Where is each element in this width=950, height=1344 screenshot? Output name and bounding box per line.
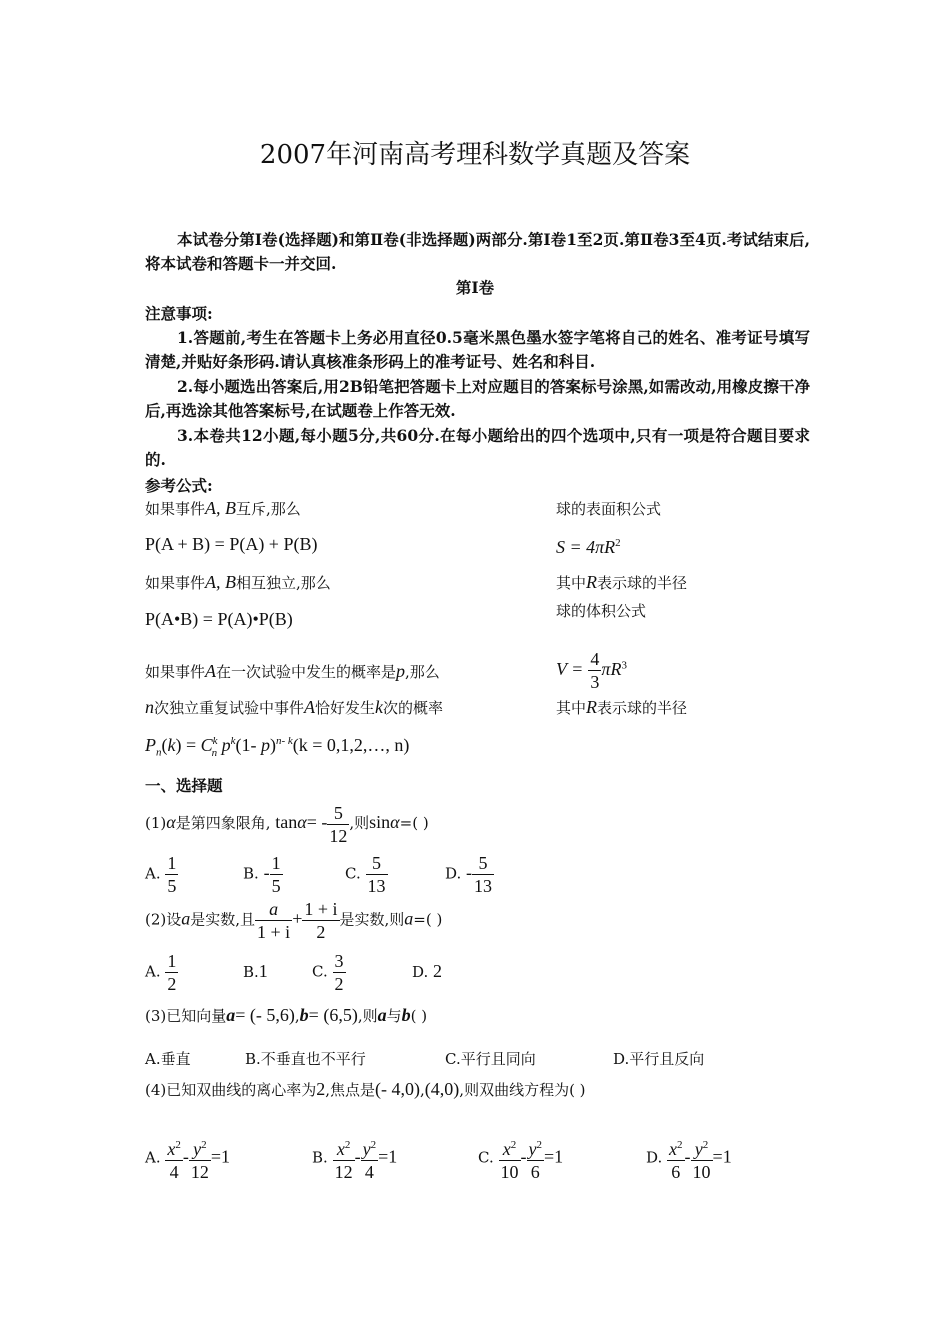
q4-c-y: $\frac{y^2}{6}$	[528, 1139, 542, 1182]
q3-val-b: = (6,5)	[308, 1005, 358, 1025]
q3-option-c: C.平行且同向	[445, 1050, 536, 1068]
fraction-1i-2: $\frac{1 + i}{2}$	[304, 899, 338, 942]
notice-item-3: 3.本卷共12小题,每小题5分,共60分.在每小题给出的四个选项中,只有一项是符合题目要求的.	[145, 426, 810, 469]
formula-heading: 参考公式:	[145, 476, 213, 495]
q4-option-c: C. $\frac{x^2}{10}$ - $\frac{y^2}{6}$ =1	[478, 1134, 563, 1183]
notice-item-1: 1.答题前,考生在答题卡上务必用直径0.5毫米黑色墨水签字笔将自己的姓名、准考证号填写清楚,并贴好条形码.请认真核准条形码上的准考证号、姓名和科目.	[145, 328, 810, 371]
section-heading: 一、选择题	[145, 776, 223, 795]
q2-label-d: D.	[412, 963, 429, 981]
q4-number: (4)已知双曲线的离心率为	[145, 1081, 317, 1099]
q4-b-y: $\frac{y^2}{4}$	[362, 1139, 377, 1182]
radius-var: R	[586, 572, 598, 592]
q2-a-2: a	[404, 908, 414, 929]
q1-option-b: B. - $\frac{1}{5}$	[243, 853, 281, 896]
question-4-stem: (4)已知双曲线的离心率为2,焦点是(- 4,0),(4,0),则双曲线方程为( )	[145, 1079, 586, 1099]
q1-frac-c: $\frac{5}{13}$	[367, 853, 386, 896]
indep-vars: A, B	[205, 572, 237, 592]
q4-d-y: $\frac{y^2}{10}$	[692, 1139, 711, 1182]
question-1-stem	[145, 800, 429, 847]
rep-text-2: 恰好发生	[315, 699, 376, 717]
q4-label-c: C.	[478, 1148, 494, 1167]
q3-vec-a: a	[226, 1005, 236, 1025]
q4-focus-1: (- 4,0)	[375, 1079, 421, 1099]
mutex-tail: 互斥,那么	[236, 500, 301, 518]
sphere-area-title: 球的表面积公式	[556, 500, 662, 518]
q1-label-d: D.	[445, 864, 462, 883]
q3-option-d: D.平行且反向	[613, 1050, 705, 1068]
q2-number: (2)设	[145, 910, 182, 929]
q1-option-a	[145, 852, 178, 897]
sphere-vol-title: 球的体积公式	[556, 602, 647, 620]
q2-value-d: 2	[433, 961, 443, 981]
q2-value-b: 1	[258, 961, 268, 981]
prob-var-a: A	[205, 661, 217, 681]
q2-option-c	[312, 950, 346, 995]
q3-vec-b-2: b	[401, 1005, 411, 1025]
q4-label-d: D.	[646, 1148, 663, 1167]
q4-option-a: A. $\frac{x^2}{4}$ - $\frac{y^2}{12}$ =1	[145, 1134, 230, 1183]
q1-label-c: C.	[345, 864, 361, 883]
prob-text-2: 在一次试验中发生的概率是	[216, 663, 397, 681]
q1-then: ,则	[349, 814, 370, 832]
rep-text-1: 次独立重复试验中事件	[154, 699, 305, 717]
q1-label-b: B.	[243, 864, 259, 883]
q1-number: (1)	[145, 814, 167, 832]
sphere-vol-formula: V = $\frac{4}{3}$ $\pi R^3$	[556, 649, 627, 692]
volume-title: 第Ⅰ卷	[455, 278, 495, 297]
formula-prob-line	[145, 661, 440, 682]
q3-end: ( )	[410, 1007, 428, 1025]
q1-label-a: A.	[145, 864, 161, 883]
radius-note-1	[556, 572, 687, 593]
notice-heading: 注意事项:	[145, 304, 213, 323]
mutex-vars: A, B	[205, 498, 237, 518]
q1-option-c	[345, 852, 388, 897]
prob-text-3: ,那么	[405, 663, 440, 681]
q2-then: 是实数,则	[339, 910, 405, 929]
q4-end: ,则双曲线方程为( )	[459, 1081, 586, 1099]
q3-option-b: B.不垂直也不平行	[245, 1050, 366, 1068]
q3-vec-b: b	[299, 1005, 309, 1025]
mutex-text: 如果事件	[145, 500, 206, 518]
q4-focus-2: (4,0)	[424, 1079, 460, 1099]
fraction-5-12: $\frac{5}{12}$	[329, 802, 348, 846]
q4-option-d: D. $\frac{x^2}{6}$ - $\frac{y^2}{10}$ =1	[646, 1134, 732, 1183]
formula-rep-line	[145, 697, 443, 718]
sphere-vol-suffix: πR	[601, 659, 622, 679]
formula-binomial: $P_n(k) = C^k_n$ $p^k(1-$ p)$^{n- k}$(k = 0,1,2,…, n)	[145, 735, 410, 759]
q1-option-d: D. - $\frac{5}{13}$	[445, 853, 493, 896]
q3-with: 与	[386, 1007, 402, 1025]
page-title: 2007年河南高考理科数学真题及答案	[259, 140, 691, 170]
q2-option-a	[145, 950, 178, 995]
q2-label-a: A.	[145, 962, 161, 981]
notice-item-2: 2.每小题选出答案后,用2B铅笔把答题卡上对应题目的答案标号涂黑,如需改动,用橡皮擦干净后,再选涂其他答案标号,在试题卷上作答无效.	[145, 377, 810, 420]
q4-label-b: B.	[312, 1148, 328, 1167]
q1-end: =( )	[399, 814, 429, 832]
q1-eq: = -	[306, 812, 328, 832]
radius-var-2: R	[586, 697, 598, 717]
q2-option-d	[412, 961, 442, 982]
q2-option-b	[243, 961, 268, 982]
q1-text: 是第四象限角,	[175, 814, 271, 832]
q1-frac-d: $\frac{5}{13}$	[474, 853, 493, 896]
formula-indep: P(A•B) = P(A)•P(B)	[145, 609, 293, 629]
radius-suffix-2: 表示球的半径	[597, 699, 688, 717]
q1-alpha-3: α	[390, 812, 400, 832]
sphere-area-formula: $S = 4\pi R^2$	[556, 537, 621, 557]
q4-a-y: $\frac{y^2}{12}$	[190, 1139, 209, 1182]
q4-ecc: 2	[316, 1079, 326, 1099]
intro-paragraph: 本试卷分第Ⅰ卷(选择题)和第Ⅱ卷(非选择题)两部分.第Ⅰ卷1至2页.第Ⅱ卷3至4页.考试结束后,将本试卷和答题卡一并交回.	[145, 230, 810, 273]
q1-tan: tan	[275, 812, 298, 832]
formula-mutex-line	[145, 498, 301, 519]
rep-var-a: A	[304, 697, 316, 717]
question-3-stem: (3)已知向量a= (- 5,6),b= (6,5),则a与b( )	[145, 1005, 428, 1025]
q1-frac-b: $\frac{1}{5}$	[271, 853, 281, 896]
q2-frac-a: $\frac{1}{2}$	[167, 951, 177, 994]
radius-prefix: 其中	[556, 574, 587, 592]
q4-d-x: $\frac{x^2}{6}$	[669, 1139, 683, 1182]
q1-alpha: α	[166, 812, 176, 832]
question-2-stem: (2)设a是实数,且 $\frac{a}{1 + i}$ + $\frac{1 + i}{2}$ 是实数,则a=( )	[145, 899, 443, 942]
formula-indep-line	[145, 572, 331, 593]
radius-note-2	[556, 697, 687, 718]
q2-frac-c: $\frac{3}{2}$	[334, 951, 344, 994]
fraction-4-3: $\frac{4}{3}$	[590, 649, 600, 692]
radius-suffix: 表示球的半径	[597, 574, 688, 592]
q3-vec-a-2: a	[377, 1005, 387, 1025]
q4-label-a: A.	[145, 1148, 161, 1167]
q2-a: a	[181, 908, 191, 929]
q3-number: (3)已知向量	[145, 1007, 227, 1025]
q1-frac-a: $\frac{1}{5}$	[167, 853, 177, 896]
prob-text-1: 如果事件	[145, 663, 206, 681]
q1-sin: sin	[369, 812, 391, 832]
q1-alpha-2: α	[297, 812, 307, 832]
q3-val-a: = (- 5,6)	[235, 1005, 295, 1025]
sphere-vol-prefix: V =	[556, 659, 584, 679]
binomial-range: (k = 0,1,2,…, n)	[292, 735, 410, 755]
radius-prefix-2: 其中	[556, 699, 587, 717]
q2-label-c: C.	[312, 962, 328, 981]
fraction-a-1i: $\frac{a}{1 + i}$	[257, 899, 291, 942]
q4-a-x: $\frac{x^2}{4}$	[167, 1139, 181, 1182]
rep-text-3: 次的概率	[383, 699, 444, 717]
prob-var-p: p	[396, 661, 406, 681]
q2-end: =( )	[413, 910, 443, 929]
indep-text: 如果事件	[145, 574, 206, 592]
q2-text: 是实数,且	[190, 910, 256, 929]
indep-tail: 相互独立,那么	[236, 574, 331, 592]
rep-var-n: n	[145, 697, 154, 717]
q3-option-a: A.垂直	[145, 1050, 191, 1068]
q4-c-x: $\frac{x^2}{10}$	[500, 1139, 519, 1182]
q3-text: ,则	[357, 1007, 378, 1025]
q2-label-b: B.	[243, 963, 259, 981]
formula-mutex: P(A + B) = P(A) + P(B)	[145, 534, 318, 554]
sphere-area-expr: S = 4πR	[556, 537, 616, 557]
q4-option-b: B. $\frac{x^2}{12}$ - $\frac{y^2}{4}$ =1	[312, 1134, 397, 1183]
rep-var-k: k	[375, 697, 384, 717]
q4-b-x: $\frac{x^2}{12}$	[334, 1139, 353, 1182]
